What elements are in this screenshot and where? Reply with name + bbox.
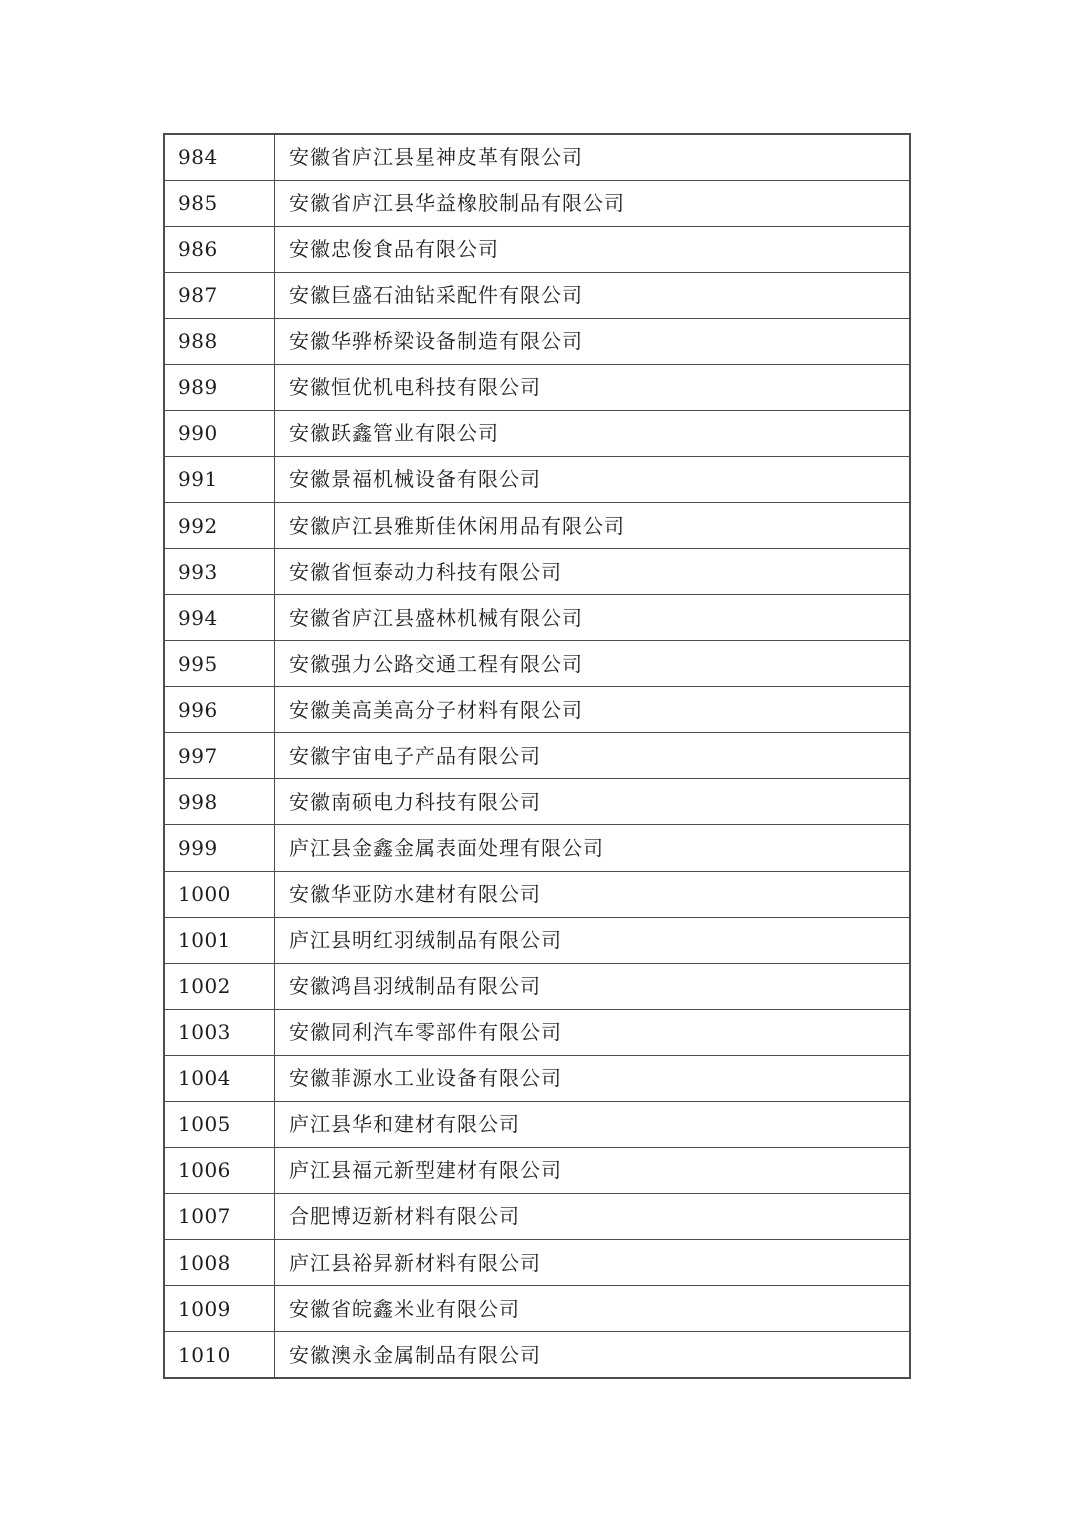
table-row xyxy=(164,825,910,871)
company-name-cell: 安徽同利汽车零部件有限公司 xyxy=(275,1009,911,1055)
company-name-cell: 安徽巨盛石油钻采配件有限公司 xyxy=(275,272,911,318)
row-number-cell: 1010 xyxy=(164,1332,275,1378)
row-number-cell: 985 xyxy=(164,180,275,226)
table-row xyxy=(164,410,910,456)
row-number-cell: 984 xyxy=(164,134,275,180)
row-number-cell: 1000 xyxy=(164,871,275,917)
table-row xyxy=(164,1193,910,1239)
table-row xyxy=(164,364,910,410)
table-row xyxy=(164,871,910,917)
table-row xyxy=(164,595,910,641)
row-number-cell: 998 xyxy=(164,779,275,825)
table-row xyxy=(164,641,910,687)
table-row xyxy=(164,963,910,1009)
company-name-cell: 安徽省皖鑫米业有限公司 xyxy=(275,1286,911,1332)
company-name-cell: 安徽省恒泰动力科技有限公司 xyxy=(275,549,911,595)
company-name-cell: 安徽宇宙电子产品有限公司 xyxy=(275,733,911,779)
company-name-cell: 安徽省庐江县星神皮革有限公司 xyxy=(275,134,911,180)
company-name-cell: 安徽省庐江县华益橡胶制品有限公司 xyxy=(275,180,911,226)
row-number-cell: 1001 xyxy=(164,917,275,963)
table-row xyxy=(164,1332,910,1378)
row-number-cell: 995 xyxy=(164,641,275,687)
company-name-cell: 安徽华骅桥梁设备制造有限公司 xyxy=(275,318,911,364)
company-name-cell: 安徽南硕电力科技有限公司 xyxy=(275,779,911,825)
table-row xyxy=(164,272,910,318)
row-number-cell: 1004 xyxy=(164,1055,275,1101)
table-row xyxy=(164,1286,910,1332)
row-number-cell: 990 xyxy=(164,410,275,456)
company-name-cell: 安徽菲源水工业设备有限公司 xyxy=(275,1055,911,1101)
table-row xyxy=(164,1009,910,1055)
company-name-cell: 安徽美高美高分子材料有限公司 xyxy=(275,687,911,733)
company-name-cell: 安徽省庐江县盛林机械有限公司 xyxy=(275,595,911,641)
row-number-cell: 1003 xyxy=(164,1009,275,1055)
company-name-cell: 安徽强力公路交通工程有限公司 xyxy=(275,641,911,687)
table-row xyxy=(164,549,910,595)
company-name-cell: 安徽跃鑫管业有限公司 xyxy=(275,410,911,456)
table-row xyxy=(164,1147,910,1193)
company-table-body xyxy=(164,134,910,1378)
company-name-cell: 合肥博迈新材料有限公司 xyxy=(275,1193,911,1239)
row-number-cell: 1008 xyxy=(164,1240,275,1286)
table-row xyxy=(164,1101,910,1147)
company-name-cell: 庐江县金鑫金属表面处理有限公司 xyxy=(275,825,911,871)
row-number-cell: 996 xyxy=(164,687,275,733)
row-number-cell: 987 xyxy=(164,272,275,318)
row-number-cell: 1002 xyxy=(164,963,275,1009)
company-name-cell: 安徽鸿昌羽绒制品有限公司 xyxy=(275,963,911,1009)
row-number-cell: 1006 xyxy=(164,1147,275,1193)
company-name-cell: 安徽忠俊食品有限公司 xyxy=(275,226,911,272)
table-row xyxy=(164,226,910,272)
table-row xyxy=(164,733,910,779)
company-name-cell: 庐江县明红羽绒制品有限公司 xyxy=(275,917,911,963)
company-name-cell: 安徽景福机械设备有限公司 xyxy=(275,456,911,502)
row-number-cell: 991 xyxy=(164,456,275,502)
row-number-cell: 986 xyxy=(164,226,275,272)
row-number-cell: 1007 xyxy=(164,1193,275,1239)
row-number-cell: 1005 xyxy=(164,1101,275,1147)
company-name-cell: 庐江县福元新型建材有限公司 xyxy=(275,1147,911,1193)
table-row xyxy=(164,456,910,502)
row-number-cell: 988 xyxy=(164,318,275,364)
company-name-cell: 安徽恒优机电科技有限公司 xyxy=(275,364,911,410)
table-row xyxy=(164,180,910,226)
row-number-cell: 993 xyxy=(164,549,275,595)
company-name-cell: 安徽华亚防水建材有限公司 xyxy=(275,871,911,917)
table-row xyxy=(164,1055,910,1101)
table-row xyxy=(164,134,910,180)
row-number-cell: 997 xyxy=(164,733,275,779)
table-row xyxy=(164,503,910,549)
table-row xyxy=(164,1240,910,1286)
row-number-cell: 989 xyxy=(164,364,275,410)
row-number-cell: 1009 xyxy=(164,1286,275,1332)
row-number-cell: 994 xyxy=(164,595,275,641)
company-table xyxy=(163,133,911,1379)
row-number-cell: 992 xyxy=(164,503,275,549)
company-name-cell: 庐江县裕昇新材料有限公司 xyxy=(275,1240,911,1286)
company-name-cell: 安徽澳永金属制品有限公司 xyxy=(275,1332,911,1378)
table-row xyxy=(164,917,910,963)
table-row xyxy=(164,318,910,364)
table-row xyxy=(164,779,910,825)
company-name-cell: 安徽庐江县雅斯佳休闲用品有限公司 xyxy=(275,503,911,549)
company-name-cell: 庐江县华和建材有限公司 xyxy=(275,1101,911,1147)
row-number-cell: 999 xyxy=(164,825,275,871)
table-row xyxy=(164,687,910,733)
